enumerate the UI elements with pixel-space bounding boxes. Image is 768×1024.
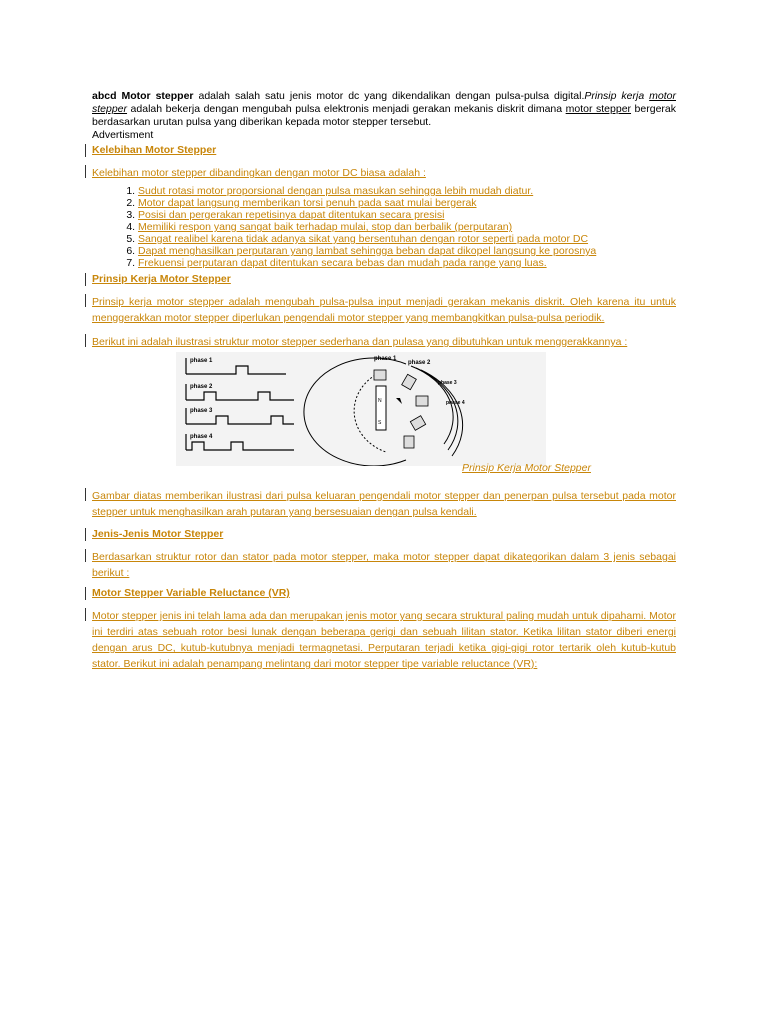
- intro-lead: abcd Motor stepper: [92, 90, 194, 102]
- prinsip-heading[interactable]: Prinsip Kerja Motor Stepper: [92, 273, 231, 285]
- ilustrasi-paragraph[interactable]: Berikut ini adalah ilustrasi struktur motor stepper sederhana dan pulasa yang dibutuhkan untuk menggerakkannya :: [92, 336, 628, 348]
- list-item: [138, 185, 676, 197]
- stepper-figure: [92, 352, 676, 472]
- kelebihan-intro-block: [92, 165, 676, 181]
- intro-link-motor-stepper-2[interactable]: motor stepper: [565, 103, 632, 115]
- rotor-n-label: N: [378, 398, 382, 404]
- intro-paragraph: [92, 90, 676, 129]
- pulse-phase-label: phase 1: [190, 358, 213, 364]
- pulse-phase-label: phase 2: [190, 384, 213, 390]
- prinsip-paragraph-block: [92, 294, 676, 326]
- rotor-s-label: S: [378, 420, 382, 426]
- motor-phase-label: phase 4: [446, 400, 465, 406]
- list-item-link[interactable]: Posisi dan pergerakan repetisinya dapat ditentukan secara presisi: [138, 209, 445, 221]
- jenis-paragraph-block: [92, 549, 676, 581]
- vr-paragraph-block: [92, 608, 676, 672]
- list-item-link[interactable]: Sudut rotasi motor proporsional dengan pulsa masukan sehingga lebih mudah diatur.: [138, 185, 534, 197]
- vr-paragraph[interactable]: Motor stepper jenis ini telah lama ada dan merupakan jenis motor yang secara struktural paling mudah untuk dipahami. Motor ini terdiri atas sebuah rotor besi lunak dengan beberapa gerigi dan sebuah lilitan stator. Ketika lilitan stator diberi energi dengan arus DC, kutub-kutubnya menjadi termagnetasi. Perputaran terjadi ketika gigi-gigi rotor tertarik oleh kutub-kutub stator. Berikut ini adalah penampang melintang dari motor stepper tipe variable reluctance (VR):: [92, 610, 676, 670]
- vr-heading[interactable]: Motor Stepper Variable Reluctance (VR): [92, 587, 290, 599]
- prinsip-heading-block: [92, 273, 676, 286]
- list-item-link[interactable]: Memiliki respon yang sangat baik terhadap mulai, stop dan berbalik (perputaran): [138, 221, 513, 233]
- intro-text-2: adalah bekerja dengan mengubah pulsa elektronis menjadi gerakan mekanis diskrit dimana: [127, 103, 566, 115]
- list-item: [138, 221, 676, 233]
- gambar-paragraph-block: [92, 488, 676, 520]
- list-item: [138, 257, 676, 269]
- list-item: [138, 233, 676, 245]
- stepper-illustration: [176, 352, 546, 466]
- pulse-phase-label: phase 3: [190, 408, 213, 414]
- vr-heading-block: [92, 587, 676, 600]
- advertisment-label: Advertisment: [92, 129, 154, 141]
- motor-phase-label: phase 3: [438, 380, 457, 386]
- kelebihan-heading-block: [92, 144, 676, 157]
- figure-caption[interactable]: Prinsip Kerja Motor Stepper: [462, 462, 591, 474]
- list-item-link[interactable]: Dapat menghasilkan perputaran yang lambat sehingga beban dapat dikopel langsung ke porosnya: [138, 245, 597, 257]
- article: [92, 90, 676, 672]
- intro-italic: Prinsip kerja: [584, 90, 650, 102]
- jenis-heading[interactable]: Jenis-Jenis Motor Stepper: [92, 528, 224, 540]
- list-item-link[interactable]: Motor dapat langsung memberikan torsi penuh pada saat mulai bergerak: [138, 197, 477, 209]
- motor-phase-label: phase 2: [408, 360, 431, 366]
- intro-text-1: adalah salah satu jenis motor dc yang dikendalikan dengan pulsa-pulsa digital.: [193, 90, 585, 102]
- list-item: [138, 197, 676, 209]
- list-item: [138, 209, 676, 221]
- gambar-paragraph[interactable]: Gambar diatas memberikan ilustrasi dari pulsa keluaran pengendali motor stepper dan penerpan pulsa tersebut pada motor stepper untuk menghasilkan arah putaran yang bersesuaian dengan pulsa kendali.: [92, 490, 676, 518]
- list-item-link[interactable]: Sangat realibel karena tidak adanya sikat yang bersentuhan dengan rotor seperti pada motor DC: [138, 233, 589, 245]
- prinsip-paragraph[interactable]: Prinsip kerja motor stepper adalah mengubah pulsa-pulsa input menjadi gerakan mekanis diskrit. Oleh karena itu untuk menggerakkan motor stepper diperlukan pengendali motor stepper yang membangkitkan pulsa-pulsa periodik.: [92, 296, 676, 324]
- pulse-phase-label: phase 4: [190, 434, 213, 440]
- kelebihan-intro[interactable]: Kelebihan motor stepper dibandingkan dengan motor DC biasa adalah :: [92, 167, 426, 179]
- list-item: [138, 245, 676, 257]
- intro-link-motor-stepper-1[interactable]: motor stepper: [92, 90, 676, 115]
- jenis-heading-block: [92, 528, 676, 541]
- ilustrasi-paragraph-block: [92, 334, 676, 350]
- intro-text-3: bergerak berdasarkan urutan pulsa yang diberikan kepada motor stepper tersebut.: [92, 103, 676, 128]
- motor-phase-label: phase 1: [374, 356, 397, 362]
- jenis-paragraph[interactable]: Berdasarkan struktur rotor dan stator pada motor stepper, maka motor stepper dapat dikategorikan dalam 3 jenis sebagai berikut :: [92, 551, 676, 579]
- kelebihan-list: [92, 185, 676, 269]
- kelebihan-heading[interactable]: Kelebihan Motor Stepper: [92, 144, 217, 156]
- list-item-link[interactable]: Frekuensi perputaran dapat ditentukan secara bebas dan mudah pada range yang luas.: [138, 257, 547, 269]
